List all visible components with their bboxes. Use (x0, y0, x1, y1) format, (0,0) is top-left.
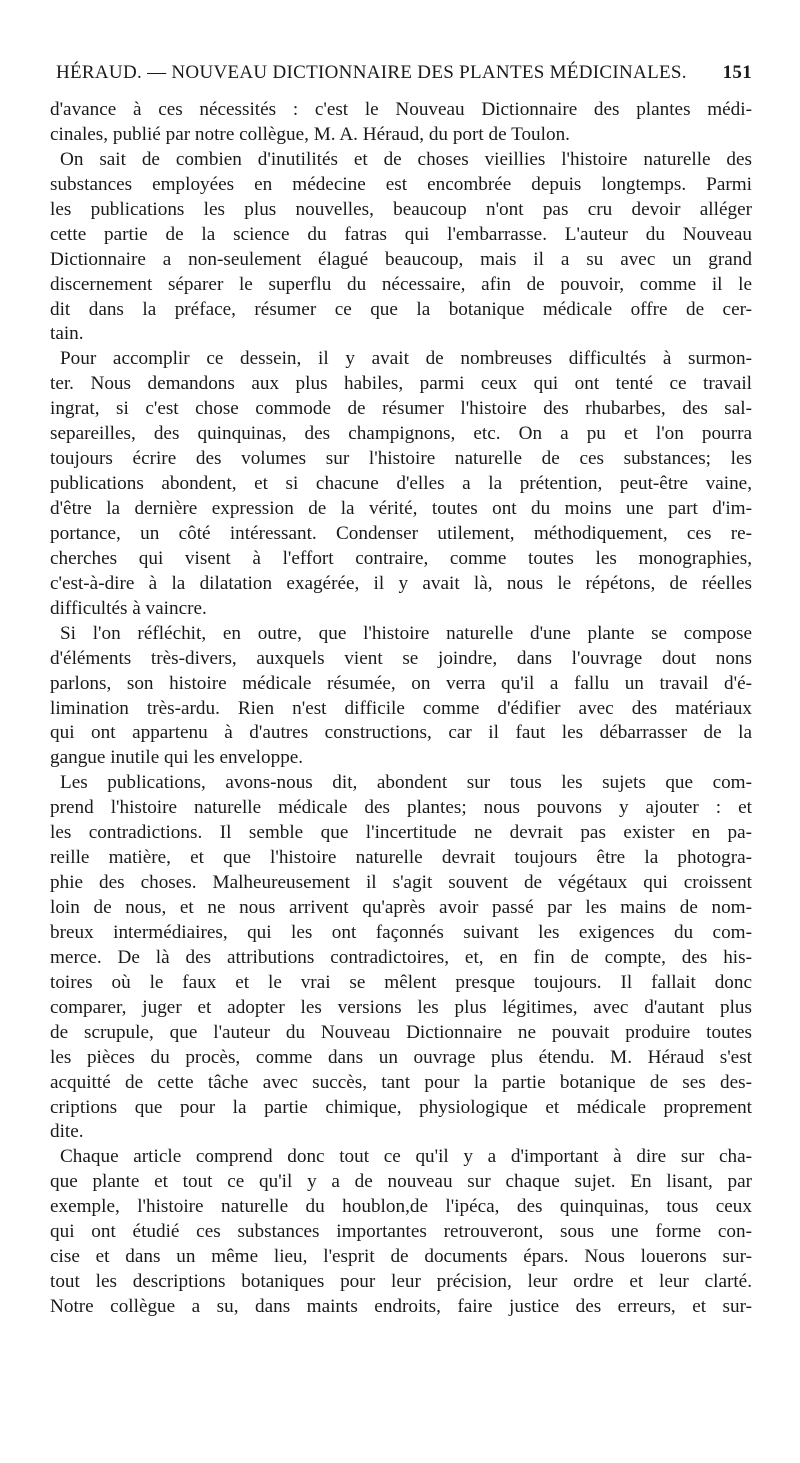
text-line: d'avance à ces nécessités : c'est le Nouveau Dictionnaire des plantes médi- (50, 99, 752, 120)
text-line: Si l'on réfléchit, en outre, que l'histoire naturelle d'une plante se compose (60, 622, 752, 644)
text-line: comparer, juger et adopter les versions les plus légitimes, avec d'autant plus (50, 996, 752, 1018)
running-title: HÉRAUD. — NOUVEAU DICTIONNAIRE DES PLANTES MÉDICINALES. (56, 62, 687, 83)
text-line: Dictionnaire a non-seulement élagué beaucoup, mais il a su avec un grand (50, 248, 752, 270)
text-line: criptions que pour la partie chimique, physiologique et médicale proprement (50, 1096, 752, 1118)
text-line: cette partie de la science du fatras qui l'embarrasse. L'auteur du Nouveau (50, 223, 752, 245)
text-line: gangue inutile qui les enveloppe. (50, 747, 304, 769)
text-line: que plante et tout ce qu'il y a de nouveau sur chaque sujet. En lisant, par (50, 1171, 752, 1193)
text-line: qui ont étudié ces substances importantes retrouveront, sous une forme con- (50, 1221, 752, 1243)
text-line: tain. (50, 323, 84, 345)
text-line: reille matière, et que l'histoire naturelle devrait toujours être la photogra- (50, 847, 752, 869)
text-line: On sait de combien d'inutilités et de choses vieillies l'histoire naturelle des (60, 148, 752, 170)
body-text (50, 98, 752, 1320)
text-line: Pour accomplir ce dessein, il y avait de nombreuses difficultés à surmon- (60, 348, 752, 370)
text-line: phie des choses. Malheureusement il s'agit souvent de végétaux qui croissent (50, 872, 752, 894)
text-line: cherches qui visent à l'effort contraire, comme toutes les monographies, (50, 547, 752, 569)
text-line: dit dans la préface, résumer ce que la botanique médicale offre de cer- (50, 298, 752, 320)
text-line: dite. (50, 1121, 84, 1143)
text-line: d'être la dernière expression de la vérité, toutes ont du moins une part d'im- (50, 498, 752, 519)
text-line: qui ont appartenu à d'autres constructions, car il faut les débarrasser de la (50, 722, 752, 744)
text-line: ingrat, si c'est chose commode de résumer l'histoire des rhubarbes, des sal- (50, 398, 752, 420)
text-line: prend l'histoire naturelle médicale des plantes; nous pouvons y ajouter : et (50, 797, 752, 819)
text-line: ter. Nous demandons aux plus habiles, parmi ceux qui ont tenté ce travail (50, 373, 752, 395)
text-line: limination très-ardu. Rien n'est difficile comme d'édifier avec des matériaux (50, 697, 752, 719)
text-line: tout les descriptions botaniques pour leur précision, leur ordre et leur clarté. (50, 1271, 752, 1293)
text-line: discernement séparer le superflu du nécessaire, afin de pouvoir, comme il le (50, 273, 752, 295)
text-line: les contradictions. Il semble que l'incertitude ne devrait pas exister en pa- (50, 822, 752, 844)
running-header (56, 62, 752, 90)
text-line: merce. De là des attributions contradictoires, et, en fin de compte, des his- (50, 946, 752, 968)
text-line: exemple, l'histoire naturelle du houblon,de l'ipéca, des quinquinas, tous ceux (50, 1196, 752, 1218)
text-line: publications abondent, et si chacune d'elles a la prétention, peut-être vaine, (50, 473, 752, 495)
text-line: cinales, publié par notre collègue, M. A. Héraud, du port de Toulon. (50, 123, 570, 145)
text-line: d'éléments très-divers, auxquels vient se joindre, dans l'ouvrage dout nons (50, 647, 752, 669)
text-line: les publications les plus nouvelles, beaucoup n'ont pas cru devoir alléger (50, 198, 752, 220)
text-line: portance, un côté intéressant. Condenser utilement, méthodiquement, ces re- (50, 522, 752, 544)
text-line: substances employées en médecine est encombrée depuis longtemps. Parmi (50, 173, 752, 195)
page-number: 151 (722, 62, 752, 83)
text-line: les pièces du procès, comme dans un ouvrage plus étendu. M. Héraud s'est (50, 1046, 752, 1068)
text-line: toires où le faux et le vrai se mêlent presque toujours. Il fallait donc (50, 971, 752, 993)
text-line: parlons, son histoire médicale résumée, on verra qu'il a fallu un travail d'é- (50, 672, 752, 694)
text-line: Les publications, avons-nous dit, abondent sur tous les sujets que com- (60, 772, 752, 794)
text-line: cise et dans un même lieu, l'esprit de documents épars. Nous louerons sur- (50, 1246, 752, 1268)
text-line: separeilles, des quinquinas, des champignons, etc. On a pu et l'on pourra (50, 423, 752, 445)
text-line: Chaque article comprend donc tout ce qu'il y a d'important à dire sur cha- (60, 1146, 752, 1168)
text-line: de scrupule, que l'auteur du Nouveau Dictionnaire ne pouvait produire toutes (50, 1021, 752, 1043)
text-line: difficultés à vaincre. (50, 597, 207, 619)
text-line: acquitté de cette tâche avec succès, tant pour la partie botanique de ses des- (50, 1071, 752, 1093)
text-line: breux intermédiaires, qui les ont façonnés suivant les exigences du com- (50, 921, 752, 943)
text-line: loin de nous, et ne nous arrivent qu'après avoir passé par les mains de nom- (50, 897, 752, 918)
text-line: toujours écrire des volumes sur l'histoire naturelle de ces substances; les (50, 448, 752, 470)
text-line: Notre collègue a su, dans maints endroits, faire justice des erreurs, et sur- (50, 1296, 752, 1317)
text-line: c'est-à-dire à la dilatation exagérée, il y avait là, nous le répétons, de réelles (50, 572, 752, 594)
